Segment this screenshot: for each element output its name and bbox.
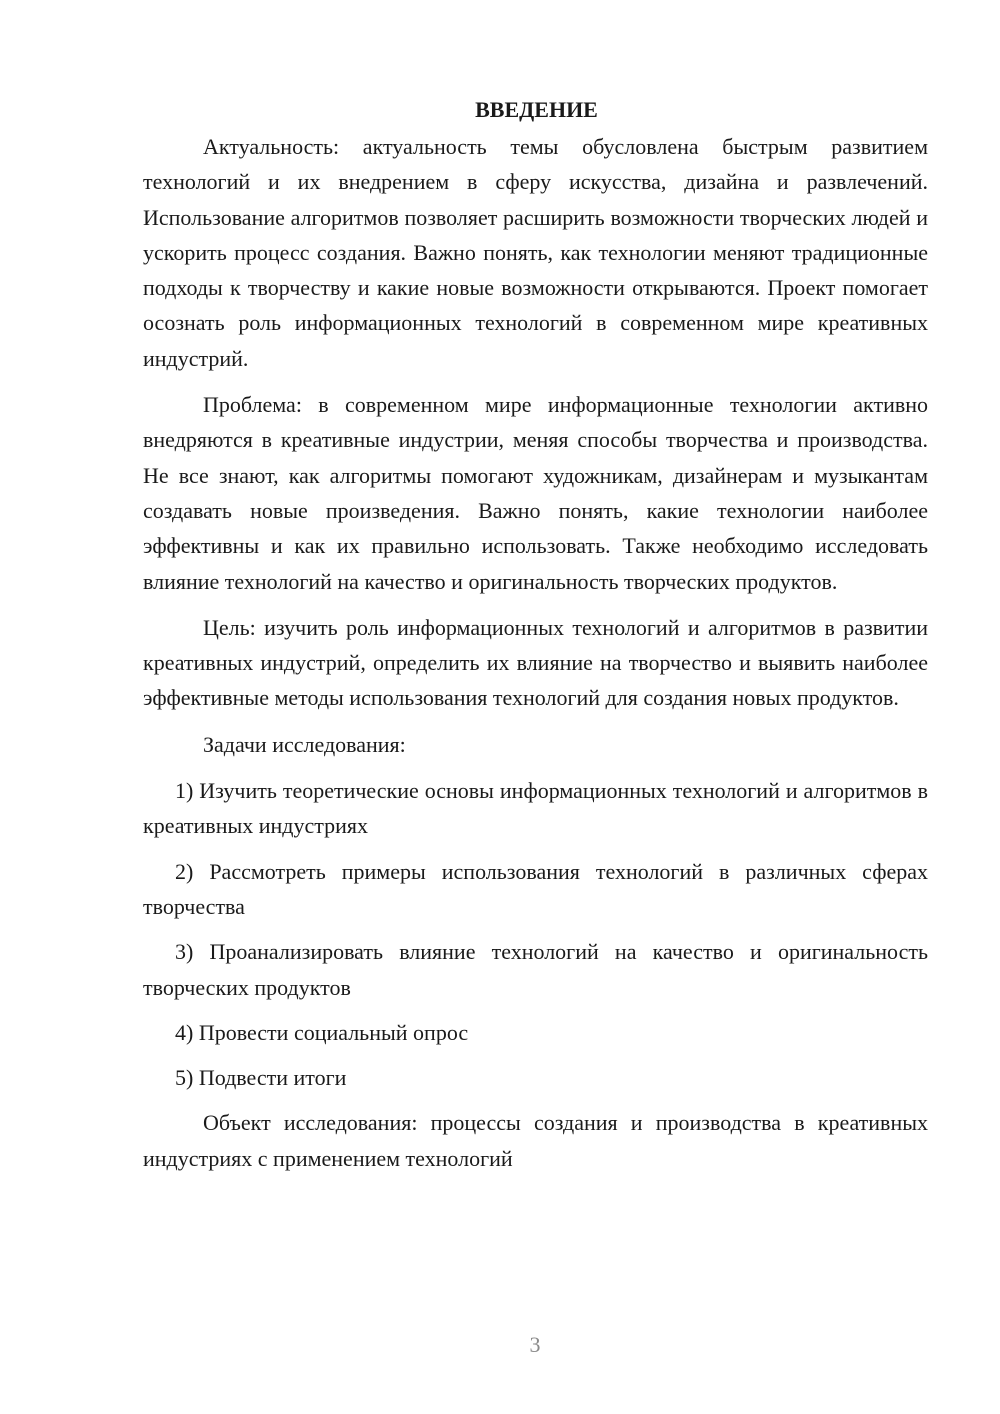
list-item: 2) Рассмотреть примеры использования технологий в различных сферах творчества bbox=[143, 858, 928, 919]
problem-paragraph: Проблема: в современном мире информационные технологии активно внедряются в креативные индустрии, меняя способы творчества и производства. Не все знают, как алгоритмы помогают художникам, дизайнерам и музыкантам создавать новые произведения. Важно понять, какие технологии наиболее эффективны и как их правильно использовать. Также необходимо исследовать влияние технологий на качество и оригинальность творческих продуктов. bbox=[143, 392, 928, 594]
list-item: 1) Изучить теоретические основы информационных технологий и алгоритмов в креативных индустриях bbox=[143, 778, 928, 839]
list-item: 5) Подвести итоги bbox=[175, 1065, 347, 1091]
goal-paragraph: Цель: изучить роль информационных технологий и алгоритмов в развитии креативных индустрий, определить их влияние на творчество и выявить наиболее эффективные методы использования технологий для создания новых продуктов. bbox=[143, 614, 928, 711]
object-paragraph: Объект исследования: процессы создания и производства в креативных индустриях с применением технологий bbox=[143, 1110, 928, 1171]
document-page bbox=[143, 92, 928, 1187]
list-item: 3) Проанализировать влияние технологий на качество и оригинальность творческих продуктов bbox=[143, 939, 928, 1000]
tasks-heading: Задачи исследования: bbox=[203, 731, 406, 757]
section-title: ВВЕДЕНИЕ bbox=[475, 97, 598, 122]
tasks-list bbox=[143, 773, 928, 1095]
page-number: 3 bbox=[529, 1332, 541, 1357]
list-item: 4) Провести социальный опрос bbox=[175, 1019, 469, 1045]
relevance-paragraph: Актуальность: актуальность темы обусловлена быстрым развитием технологий и их внедрением в сферу искусства, дизайна и развлечений. Использование алгоритмов позволяет расширить возможности творческих людей и ускорить процесс создания. Важно понять, как технологии меняют традиционные подходы к творчеству и какие новые возможности открываются. Проект помогает осознать роль информационных технологий в современном мире креативных индустрий. bbox=[143, 134, 928, 371]
